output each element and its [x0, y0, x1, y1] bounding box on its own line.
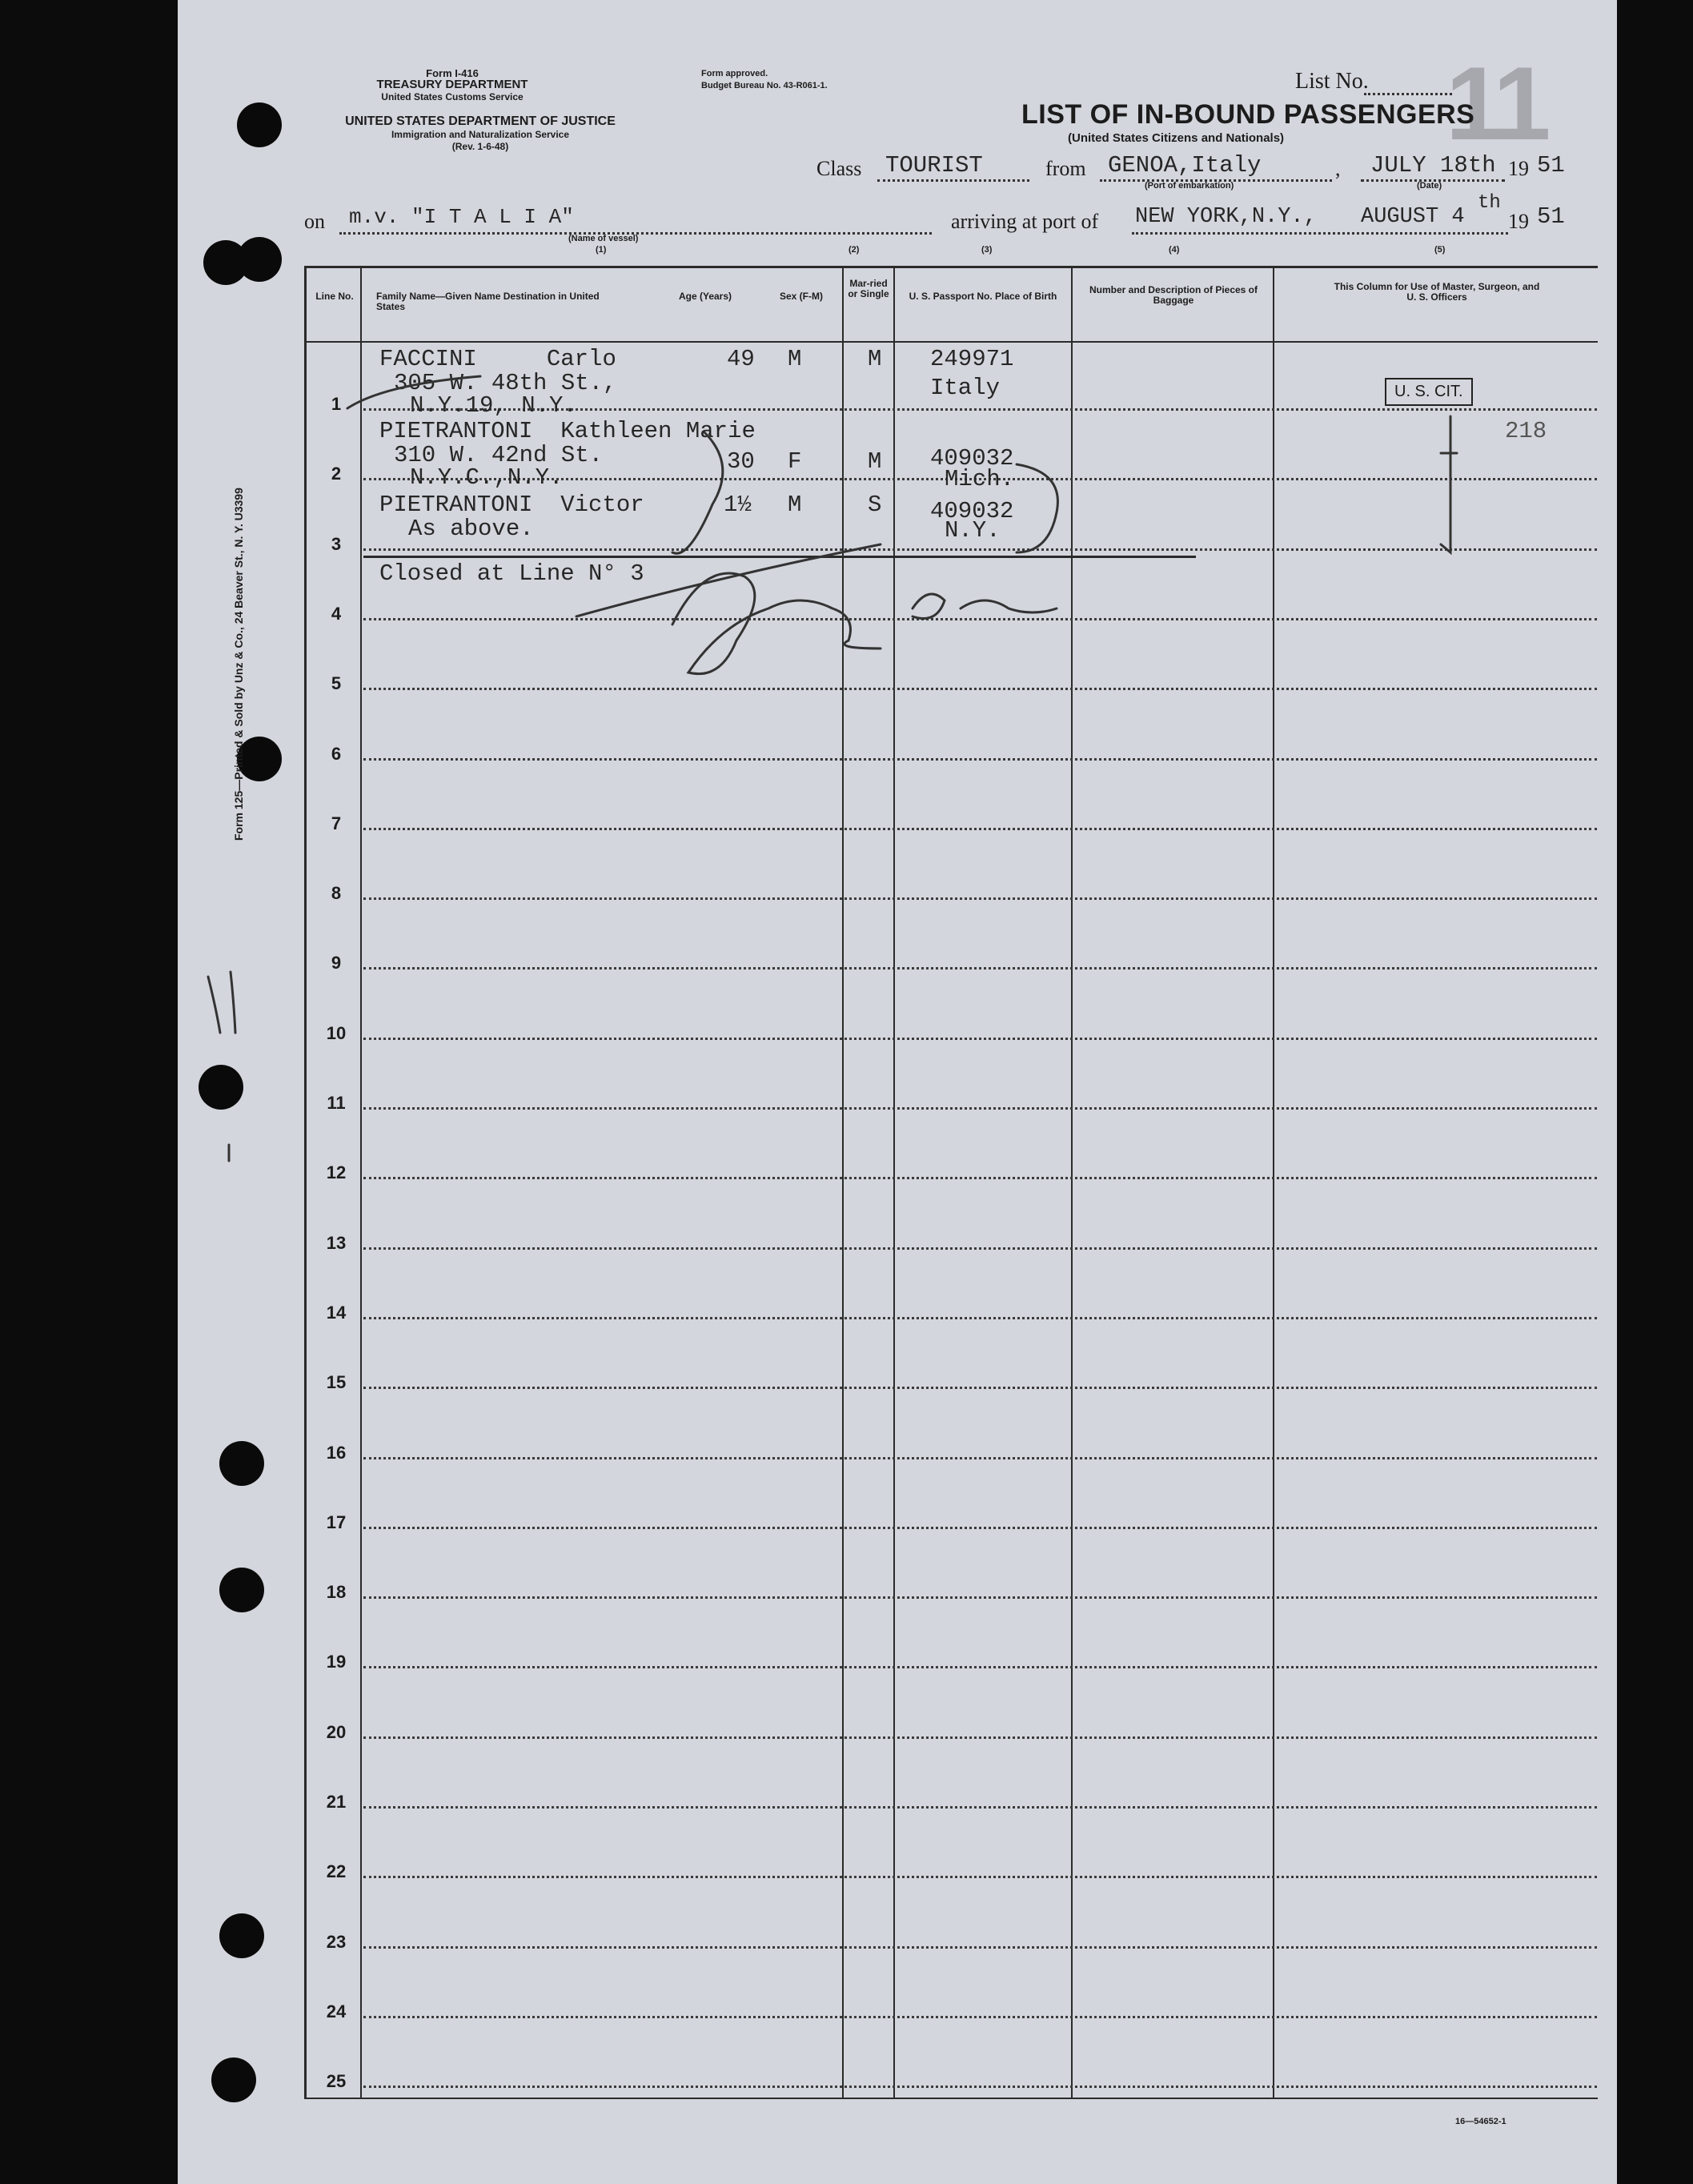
passenger-age: 30 [727, 448, 755, 475]
margin-mark [208, 972, 235, 1033]
passenger-address: N.Y.C.,N.Y. [410, 464, 564, 491]
column-number: (1) [596, 245, 607, 255]
passenger-sex: M [788, 346, 802, 372]
form-revision: (Rev. 1-6-48) [451, 141, 509, 152]
passenger-address: 305 W. 48th St., [394, 370, 617, 396]
line-number: 7 [331, 813, 342, 833]
arrival-date: AUGUST 4 [1361, 205, 1465, 229]
line-number: 14 [326, 1303, 347, 1323]
line-number: 4 [331, 604, 342, 624]
column-number: (2) [849, 245, 860, 255]
birthplace: Mich. [945, 466, 1015, 492]
line-number: 16 [326, 1443, 347, 1463]
form-number: Form I-416 [426, 67, 479, 79]
passenger-marital: M [868, 448, 882, 475]
passenger-marital: M [868, 346, 882, 372]
date-caption: (Date) [1417, 181, 1442, 191]
line-number: 24 [326, 2001, 347, 2021]
from-label: from [1045, 157, 1086, 180]
port-caption: (Port of embarkation) [1145, 181, 1234, 191]
header-age: Age (Years) [678, 291, 732, 302]
line-number: 15 [326, 1372, 347, 1392]
justice-dept: UNITED STATES DEPARTMENT OF JUSTICE [345, 114, 616, 128]
line-number: 12 [326, 1162, 347, 1182]
column-number: (3) [981, 245, 993, 255]
vessel-caption: (Name of vessel) [568, 234, 639, 243]
birthplace: Italy [930, 375, 1001, 401]
list-no-label: List No. [1295, 69, 1369, 94]
comma: , [1335, 157, 1341, 180]
arriving-label: arriving at port of [951, 210, 1099, 233]
stamp-number: 218 [1505, 418, 1547, 444]
year-value: 51 [1537, 152, 1565, 179]
strike-line [576, 544, 881, 616]
page-title: LIST OF IN-BOUND PASSENGERS [1021, 99, 1475, 130]
passenger-address: As above. [408, 516, 534, 542]
passenger-sex: M [788, 492, 802, 518]
closed-note: Closed at Line N° 3 [379, 560, 644, 587]
on-label: on [304, 210, 325, 233]
passport-number: 409032 [930, 445, 1014, 472]
passport-brace [1017, 464, 1057, 552]
passenger-address: 310 W. 42nd St. [394, 442, 604, 468]
signature [672, 573, 881, 674]
line-number: 6 [331, 744, 342, 764]
page-subtitle: (United States Citizens and Nationals) [1068, 131, 1285, 145]
line-number: 9 [331, 953, 342, 973]
treasury-dept: TREASURY DEPARTMENT [376, 78, 528, 91]
class-label: Class [816, 157, 862, 180]
line-number: 5 [331, 673, 342, 693]
line-number: 2 [331, 464, 342, 484]
birthplace: N.Y. [945, 517, 1001, 544]
line-number: 17 [326, 1512, 347, 1532]
line-number: 22 [326, 1861, 347, 1881]
line-number: 1 [331, 394, 342, 414]
us-citizen-stamp: U. S. CIT. [1385, 378, 1473, 406]
passport-number: 409032 [930, 498, 1014, 524]
passenger-marital: S [868, 492, 882, 518]
printer-imprint: Form 125—Printed & Sold by Unz & Co., 24 Beaver St., N. Y. U3399 [232, 488, 245, 841]
officer-line [1441, 416, 1450, 552]
footer-code: 16—54652-1 [1455, 2117, 1506, 2126]
line-number: 20 [326, 1722, 347, 1742]
passenger-sex: F [788, 448, 802, 475]
vessel-name: m.v. "I T A L I A" [349, 205, 574, 229]
passenger-address: N.Y.19, N.Y. [410, 392, 577, 419]
passenger-age: 49 [727, 346, 755, 372]
form-approved: Form approved. [701, 69, 768, 78]
arrival-year: 51 [1537, 203, 1565, 230]
header-officers: This Column for Use of Master, Surgeon, and U. S. Officers [1334, 281, 1540, 303]
passport-number: 249971 [930, 346, 1014, 372]
column-number: (4) [1169, 245, 1180, 255]
customs-service: United States Customs Service [381, 91, 524, 102]
signature-initials [913, 594, 1057, 619]
header-married: Mar-ried or Single [848, 278, 889, 299]
arrival-th: th [1478, 192, 1501, 214]
line-number: 8 [331, 883, 342, 903]
header-baggage: Number and Description of Pieces of Baggage [1089, 284, 1258, 306]
class-value: TOURIST [885, 152, 983, 179]
line-number: 18 [326, 1582, 347, 1602]
year-prefix: 19 [1508, 157, 1529, 180]
passenger-age: 1½ [724, 492, 752, 518]
line-number: 11 [327, 1093, 346, 1113]
line-number: 19 [326, 1652, 347, 1672]
passenger-name: FACCINI Carlo [379, 346, 616, 372]
line-number: 25 [326, 2071, 347, 2091]
arrival-port: NEW YORK,N.Y., [1135, 205, 1317, 229]
header-name: Family Name—Given Name Destination in United States [376, 291, 600, 312]
column-number: (5) [1434, 245, 1446, 255]
line-number: 23 [326, 1932, 347, 1952]
line-number: 13 [326, 1233, 347, 1253]
ins-service: Immigration and Naturalization Service [391, 129, 570, 140]
line-number: 3 [331, 534, 342, 554]
check-mark [347, 376, 480, 408]
header-sex: Sex (F-M) [780, 291, 823, 302]
year-prefix-2: 19 [1508, 210, 1529, 233]
from-value: GENOA,Italy [1108, 152, 1262, 179]
passenger-name: PIETRANTONI Kathleen Marie [379, 418, 756, 444]
bracket-mark [672, 432, 723, 553]
line-number: 10 [326, 1023, 347, 1043]
table-bottom-border [304, 2098, 1598, 2099]
budget-bureau: Budget Bureau No. 43-R061-1. [701, 81, 828, 90]
date-value: JULY 18th [1370, 152, 1496, 179]
line-number: 21 [326, 1792, 347, 1812]
header-line-no: Line No. [315, 291, 354, 302]
passenger-name: PIETRANTONI Victor [379, 492, 644, 518]
header-passport: U. S. Passport No. Place of Birth [909, 291, 1057, 302]
list-number: 11 [1446, 45, 1547, 162]
